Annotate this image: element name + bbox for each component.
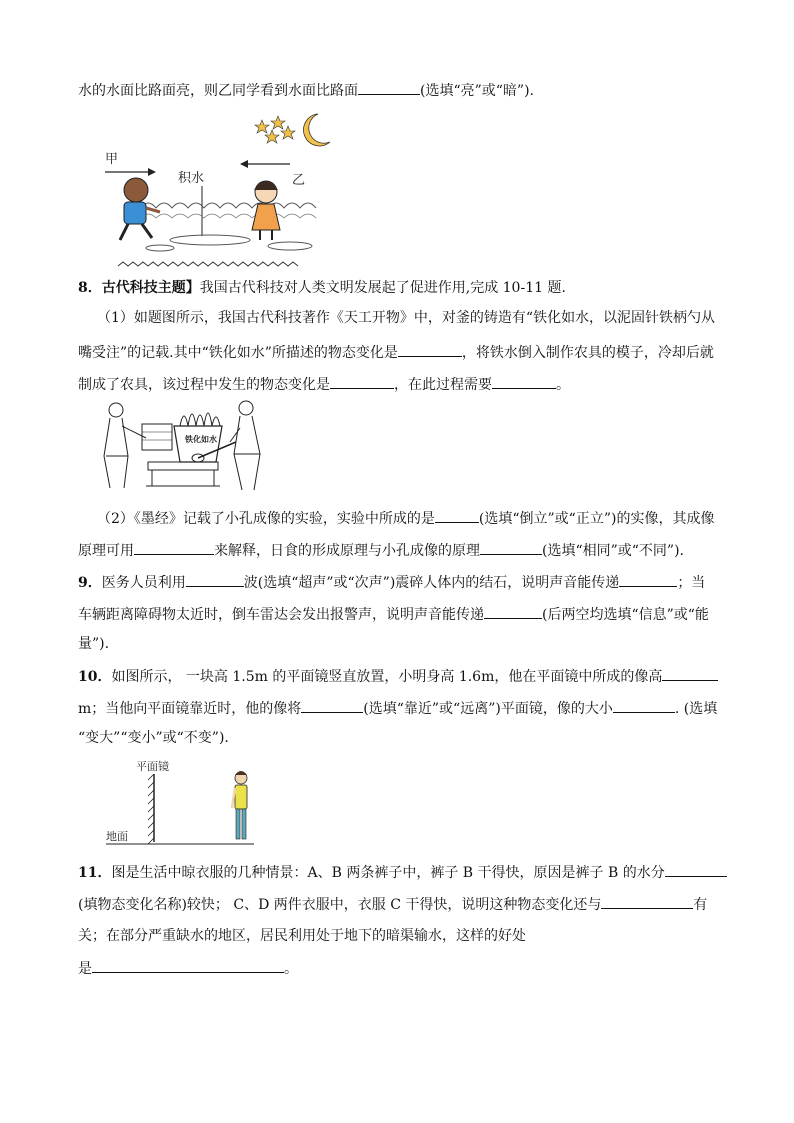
q8-p2-line1 <box>97 508 714 529</box>
q9-line2 <box>78 604 709 625</box>
q10-text1a: 如图所示， 一块高 1.5m 的平面镜竖直放置，小明身高 1.6m，他在平面镜中所成的像高 <box>111 669 663 685</box>
label-yi: 乙 <box>292 173 306 188</box>
q8-number: 8． <box>78 280 102 296</box>
q9-text1b: 波(选填“超声”或“次声”)震碎人体内的结石，说明声音能传递 <box>243 575 620 591</box>
q9-text1c: ；当 <box>677 575 706 591</box>
q11-text3: 关；在部分严重缺水的地区，居民利用处于地下的暗渠输水，这样的好处 <box>78 928 526 944</box>
furnace-label: 铁化如水 <box>185 435 217 444</box>
q11-text4a: 是 <box>78 961 92 977</box>
q8-p1-text3a: 制成了农具，该过程中发生的物态变化是 <box>78 377 330 393</box>
ground-label: 地面 <box>106 830 128 843</box>
q10-line1 <box>78 666 718 687</box>
q9-text3: 量”). <box>78 636 110 652</box>
q8-blank-5[interactable] <box>134 540 214 555</box>
q8-p2-text2a: 原理可用 <box>78 543 134 559</box>
q11-text2a: (填物态变化名称)较快； C、D 两件衣服中，衣服 C 干得快，说明这种物态变化还与 <box>78 897 602 913</box>
q11-line1 <box>78 862 727 883</box>
q11-text1a: 图是生活中晾衣服的几种情景：A、B 两条裤子中，裤子 B 干得快，原因是裤子 B 的水分 <box>111 865 665 881</box>
q9-text2b: (后两空均选填“信息”或“能 <box>542 607 709 623</box>
q9-line1 <box>78 572 705 593</box>
q10-line3 <box>78 728 229 748</box>
q11-text2b: 有 <box>693 897 708 913</box>
q10-blank-2[interactable] <box>301 698 363 713</box>
worker-left-figure <box>104 403 146 488</box>
boy-figure <box>120 178 160 240</box>
q8-blank-3[interactable] <box>492 374 556 389</box>
q9-line3 <box>78 634 109 654</box>
q8-p1-line1 <box>97 308 715 328</box>
q8-title: 古代科技主题】 <box>101 280 200 296</box>
q9-text2a: 车辆距离障碍物太近时，倒车雷达会发出报警声，说明声音能传递 <box>78 607 484 623</box>
q8-p1-text2b: ，将铁水倒入制作农具的模子，冷却后就 <box>461 345 714 361</box>
q8-title-line <box>78 278 566 298</box>
q10-line2 <box>78 698 717 719</box>
worker-right-figure <box>230 401 260 490</box>
mirror-label: 平面镜 <box>136 760 169 773</box>
q10-figure <box>104 756 264 848</box>
person-figure <box>232 771 247 839</box>
q10-text2a: m；当他向平面镜靠近时，他的像将 <box>78 701 302 717</box>
girl-figure <box>252 181 280 240</box>
q8-blank-4[interactable] <box>435 508 479 523</box>
q9-blank-2[interactable] <box>619 572 677 587</box>
q7-text: 水的水面比路面亮，则乙同学看到水面比路面 <box>78 83 358 99</box>
q7-line <box>78 80 534 101</box>
q8-p2-text1b: (选填“倒立”或“正立”)的实像，其成像 <box>478 511 715 527</box>
q8-p1-text3c: 。 <box>556 377 570 393</box>
q8-p2-text1a: （2）《墨经》记载了小孔成像的实验，实验中所成的是 <box>97 511 435 527</box>
q10-text2b: (选填“靠近”或“远离”)平面镜，像的大小 <box>363 701 613 717</box>
q8-p2-text2b: 来解释，日食的形成原理与小孔成像的原理 <box>214 543 480 559</box>
q8-p2-line2 <box>78 540 684 561</box>
q11-number: 11． <box>78 865 112 881</box>
q11-blank-1[interactable] <box>665 862 727 877</box>
label-jia: 甲 <box>105 152 119 167</box>
star-icon <box>255 116 295 143</box>
q11-line3 <box>78 926 526 946</box>
q10-text2c: . (选填 <box>674 701 718 717</box>
q10-blank-3[interactable] <box>613 698 675 713</box>
q8-p1-text2a: 嘴受注”的记载.其中“铁化如水”所描述的物态变化是 <box>78 345 398 361</box>
q10-text3: “变大”“变小”或“不变”). <box>78 730 229 746</box>
q8-p1-line2 <box>78 342 714 363</box>
q9-number: 9． <box>78 575 102 591</box>
q7-hint: (选填“亮”或“暗”). <box>420 83 535 99</box>
q8-title-rest: 我国古代科技对人类文明发展起了促进作用,完成 10-11 题. <box>199 280 566 296</box>
q11-text4b: 。 <box>284 961 298 977</box>
q8-p1-text3b: ，在此过程需要 <box>394 377 492 393</box>
q7-blank[interactable] <box>358 80 420 95</box>
q8-p1-line3 <box>78 374 570 395</box>
q9-blank-1[interactable] <box>186 572 244 587</box>
q11-blank-2[interactable] <box>601 894 693 909</box>
q7-figure <box>100 108 345 273</box>
q8-blank-6[interactable] <box>480 540 542 555</box>
q11-blank-3[interactable] <box>92 958 284 973</box>
label-water: 积水 <box>178 171 205 186</box>
q8-blank-2[interactable] <box>330 374 394 389</box>
q8-p2-text2c: (选填“相同”或“不同”). <box>542 543 685 559</box>
moon-icon <box>303 114 330 146</box>
q9-blank-3[interactable] <box>484 604 542 619</box>
q8-figure <box>102 396 272 496</box>
q11-line4 <box>78 958 298 979</box>
q8-blank-1[interactable] <box>398 342 462 357</box>
q10-number: 10． <box>78 669 112 685</box>
q9-text1a: 医务人员利用 <box>101 575 186 591</box>
q11-line2 <box>78 894 707 915</box>
q8-p1-text1: （1）如题图所示，我国古代科技著作《天工开物》中，对釜的铸造有“铁化如水，以泥固针铁柄勺从 <box>97 310 716 326</box>
q10-blank-1[interactable] <box>662 666 718 681</box>
